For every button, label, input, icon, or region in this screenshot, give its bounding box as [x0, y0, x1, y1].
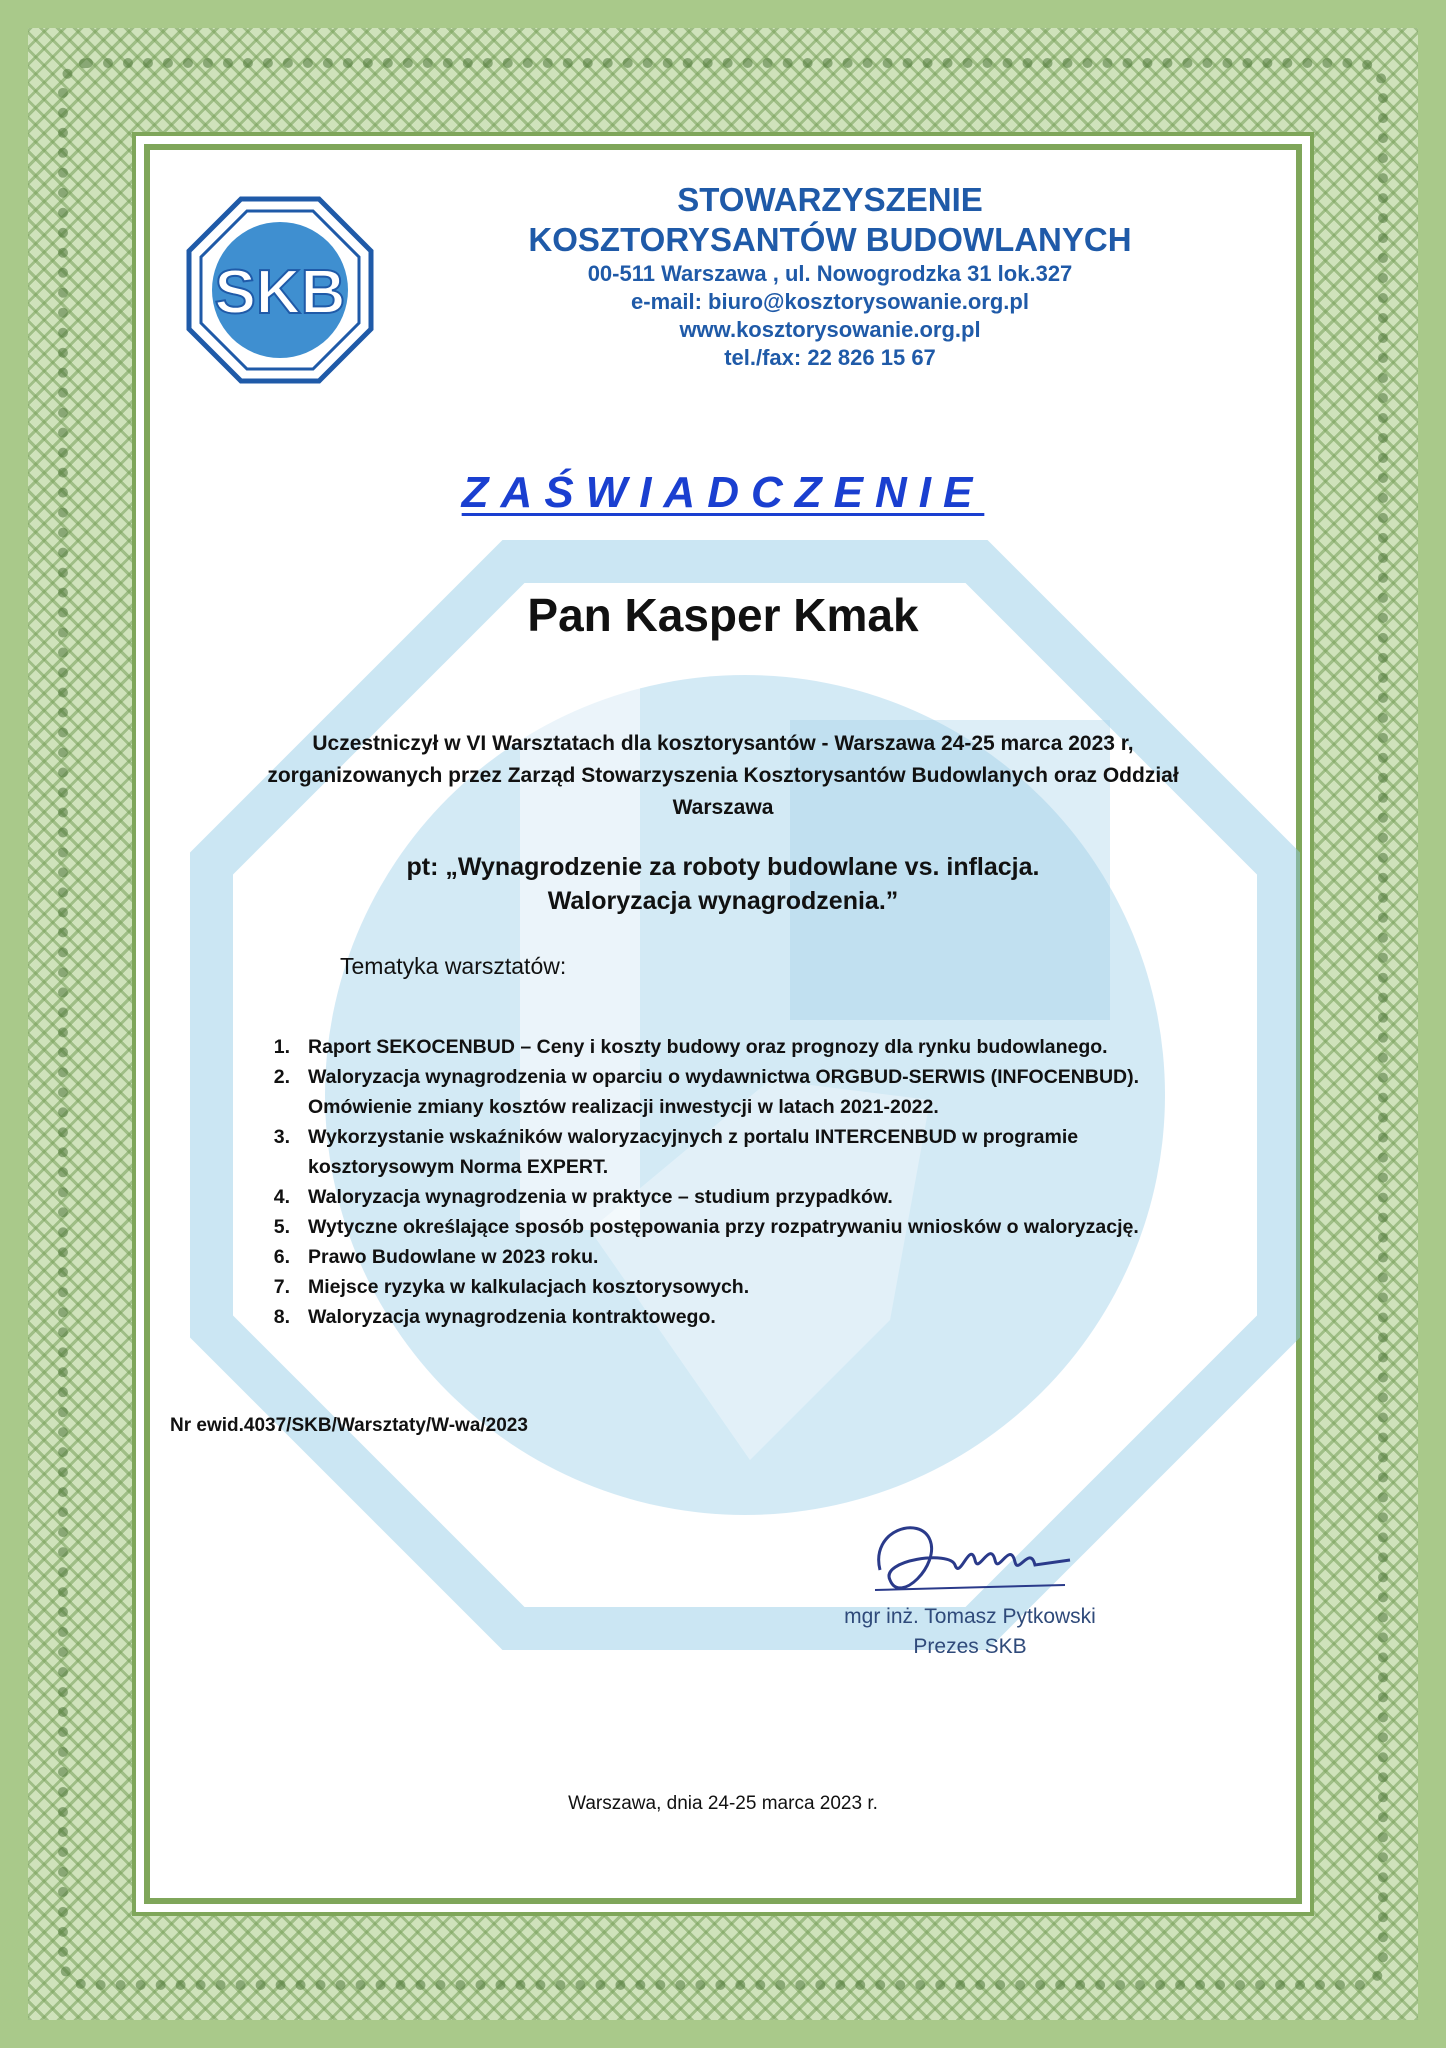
item-number: 1.	[273, 1036, 290, 1058]
certificate-title	[150, 468, 1296, 518]
item-number: 8.	[273, 1306, 290, 1328]
org-email: e-mail: biuro@kosztorysowanie.org.pl	[631, 289, 1029, 314]
item-text: Prawo Budowlane w 2023 roku.	[308, 1246, 599, 1268]
item-number: 6.	[273, 1246, 290, 1268]
org-phone: tel./fax: 22 826 15 67	[724, 345, 936, 370]
list-item	[250, 1302, 1260, 1332]
item-number: 7.	[273, 1276, 290, 1298]
org-website: www.kosztorysowanie.org.pl	[679, 317, 981, 342]
signer-block	[810, 1602, 1130, 1662]
list-item	[250, 1212, 1260, 1242]
topics-heading: Tematyka warsztatów:	[340, 953, 567, 979]
item-number: 5.	[273, 1216, 290, 1238]
item-text: Waloryzacja wynagrodzenia w praktyce – studium przypadków.	[308, 1186, 893, 1208]
certificate-title-text: ZAŚWIADCZENIE	[461, 468, 985, 517]
signer-role: Prezes SKB	[913, 1635, 1027, 1658]
item-text: Miejsce ryzyka w kalkulacjach kosztorysowych.	[308, 1276, 750, 1298]
list-item	[250, 1182, 1260, 1212]
intro-line: zorganizowanych przez Zarząd Stowarzyszenia Kosztorysantów Budowlanych oraz Oddział	[267, 764, 1179, 787]
intro-paragraph	[210, 728, 1236, 824]
registry-number: Nr ewid.4037/SKB/Warsztaty/W-wa/2023	[170, 1415, 528, 1436]
org-address: 00-511 Warszawa , ul. Nowogrodzka 31 lok.327	[587, 261, 1073, 286]
topics-list	[250, 1032, 1260, 1332]
intro-line: Uczestniczył w VI Warsztatach dla kosztorysantów - Warszawa 24-25 marca 2023 r,	[312, 732, 1134, 755]
intro-line: Warszawa	[672, 796, 774, 819]
topic-line: Waloryzacja wynagrodzenia.”	[547, 887, 899, 915]
list-item	[250, 1272, 1260, 1302]
place-date: Warszawa, dnia 24-25 marca 2023 r.	[568, 1793, 878, 1814]
item-number: 3.	[273, 1126, 290, 1148]
signer-name: mgr inż. Tomasz Pytkowski	[844, 1605, 1096, 1628]
list-item	[250, 1242, 1260, 1272]
org-name-line1: STOWARZYSZENIE	[677, 181, 983, 218]
logo-text: SKB	[214, 258, 346, 327]
list-item	[250, 1032, 1260, 1062]
org-name-line2: KOSZTORYSANTÓW BUDOWLANYCH	[528, 221, 1132, 258]
topic-line: pt: „Wynagrodzenie za roboty budowlane vs. inflacja.	[406, 853, 1040, 881]
item-text: Wykorzystanie wskaźników waloryzacyjnych z portalu INTERCENBUD w programie	[308, 1126, 1079, 1148]
signature-icon	[860, 1510, 1080, 1610]
item-text: Raport SEKOCENBUD – Ceny i koszty budowy oraz prognozy dla rynku budowlanego.	[308, 1036, 1108, 1058]
item-text: Waloryzacja wynagrodzenia kontraktowego.	[308, 1306, 716, 1328]
item-number: 4.	[273, 1186, 290, 1208]
list-item	[250, 1122, 1260, 1182]
list-item	[250, 1062, 1260, 1122]
recipient-name: Pan Kasper Kmak	[527, 589, 919, 641]
item-text: Wytyczne określające sposób postępowania przy rozpatrywaniu wniosków o waloryzację.	[308, 1216, 1139, 1238]
item-text: Omówienie zmiany kosztów realizacji inwestycji w latach 2021-2022.	[308, 1096, 939, 1118]
workshop-topic	[210, 850, 1236, 918]
item-text: kosztorysowym Norma EXPERT.	[308, 1156, 609, 1178]
item-text: Waloryzacja wynagrodzenia w oparciu o wydawnictwa ORGBUD-SERWIS (INFOCENBUD).	[308, 1066, 1140, 1088]
item-number: 2.	[273, 1066, 290, 1088]
certificate-content	[150, 150, 1296, 1898]
organization-header	[400, 180, 1260, 372]
skb-octagon-logo-icon	[185, 195, 375, 385]
